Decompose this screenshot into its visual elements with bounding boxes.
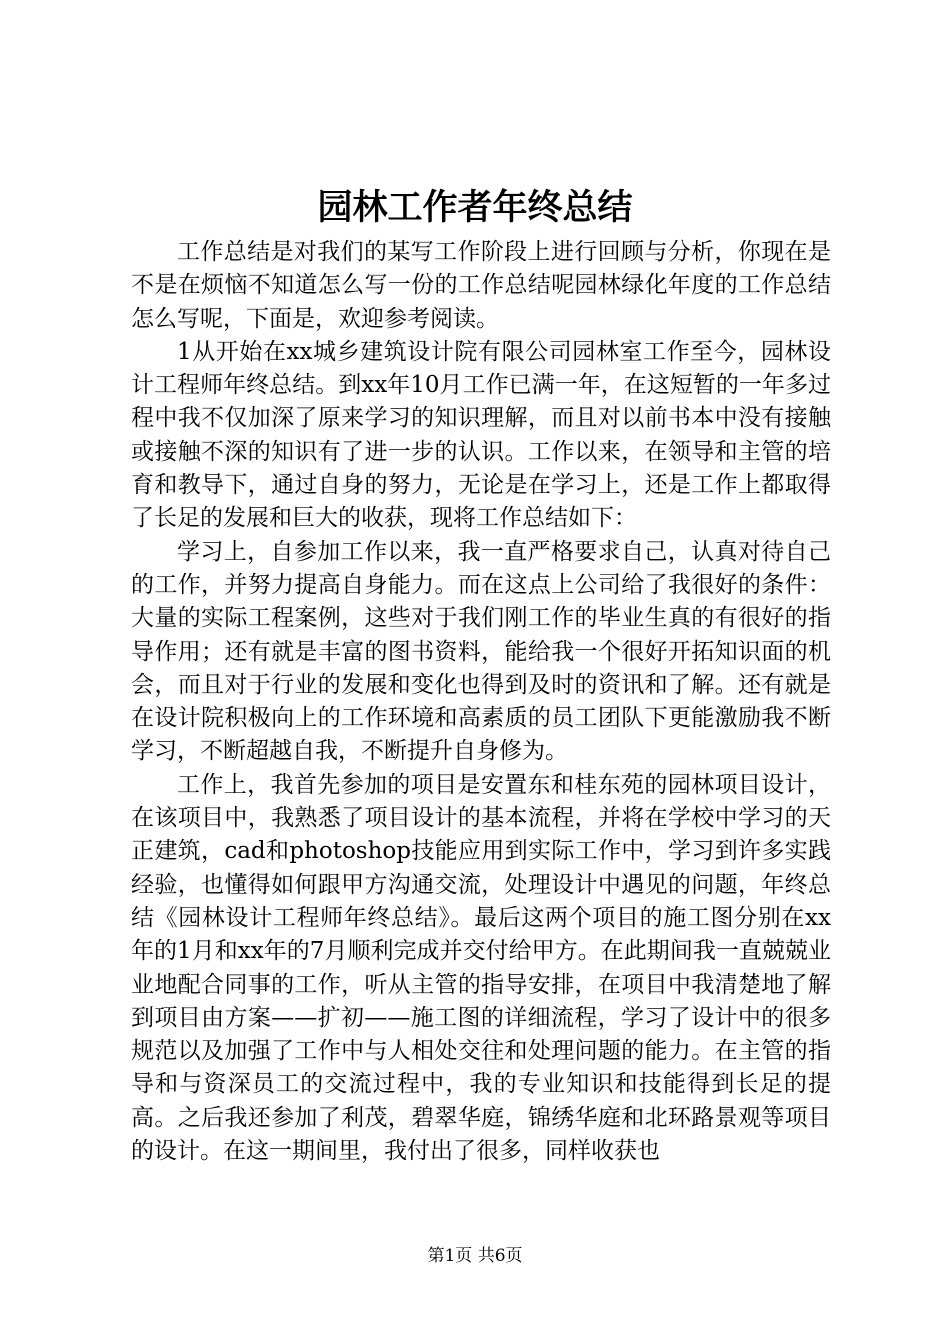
document-body	[131, 236, 831, 1168]
document-title: 园林工作者年终总结	[317, 187, 633, 228]
paragraph-work: 工作上，我首先参加的项目是安置东和桂东苑的园林项目设计，在该项目中，我熟悉了项目设计的基本流程，并将在学校中学习的天正建筑，cad和photoshop技能应用到实际工作中，学习到许多实践经验，也懂得如何跟甲方沟通交流，处理设计中遇见的问题，年终总结《园林设计工程师年终总结》。最后这两个项目的施工图分别在xx年的1月和xx年的7月顺利完成并交付给甲方。在此期间我一直兢兢业业地配合同事的工作，听从主管的指导安排，在项目中我清楚地了解到项目由方案——扩初——施工图的详细流程，学习了设计中的很多规范以及加强了工作中与人相处交往和处理问题的能力。在主管的指导和与资深员工的交流过程中，我的专业知识和技能得到长足的提高。之后我还参加了利茂，碧翠华庭，锦绣华庭和北环路景观等项目的设计。在这一期间里，我付出了很多，同样收获也	[131, 771, 831, 1165]
paragraph-study: 学习上，自参加工作以来，我一直严格要求自己，认真对待自己的工作，并努力提高自身能力。而在这点上公司给了我很好的条件：大量的实际工程案例，这些对于我们刚工作的毕业生真的有很好的指导作用；还有就是丰富的图书资料，能给我一个很好开拓知识面的机会，而且对于行业的发展和变化也得到及时的资讯和了解。还有就是在设计院积极向上的工作环境和高素质的员工团队下更能激励我不断学习，不断超越自我，不断提升自身修为。	[131, 538, 831, 765]
paragraph-overview: 1从开始在xx城乡建筑设计院有限公司园林室工作至今，园林设计工程师年终总结。到xx年10月工作已满一年，在这短暂的一年多过程中我不仅加深了原来学习的知识理解，而且对以前书本中没有接触或接触不深的知识有了进一步的认识。工作以来，在领导和主管的培育和教导下，通过自身的努力，无论是在学习上，还是工作上都取得了长足的发展和巨大的收获，现将工作总结如下：	[131, 338, 831, 532]
page-number-footer: 第1页 共6页	[427, 1246, 523, 1266]
paragraph-intro: 工作总结是对我们的某写工作阶段上进行回顾与分析，你现在是不是在烦恼不知道怎么写一份的工作总结呢园林绿化年度的工作总结怎么写呢，下面是，欢迎参考阅读。	[131, 239, 831, 332]
